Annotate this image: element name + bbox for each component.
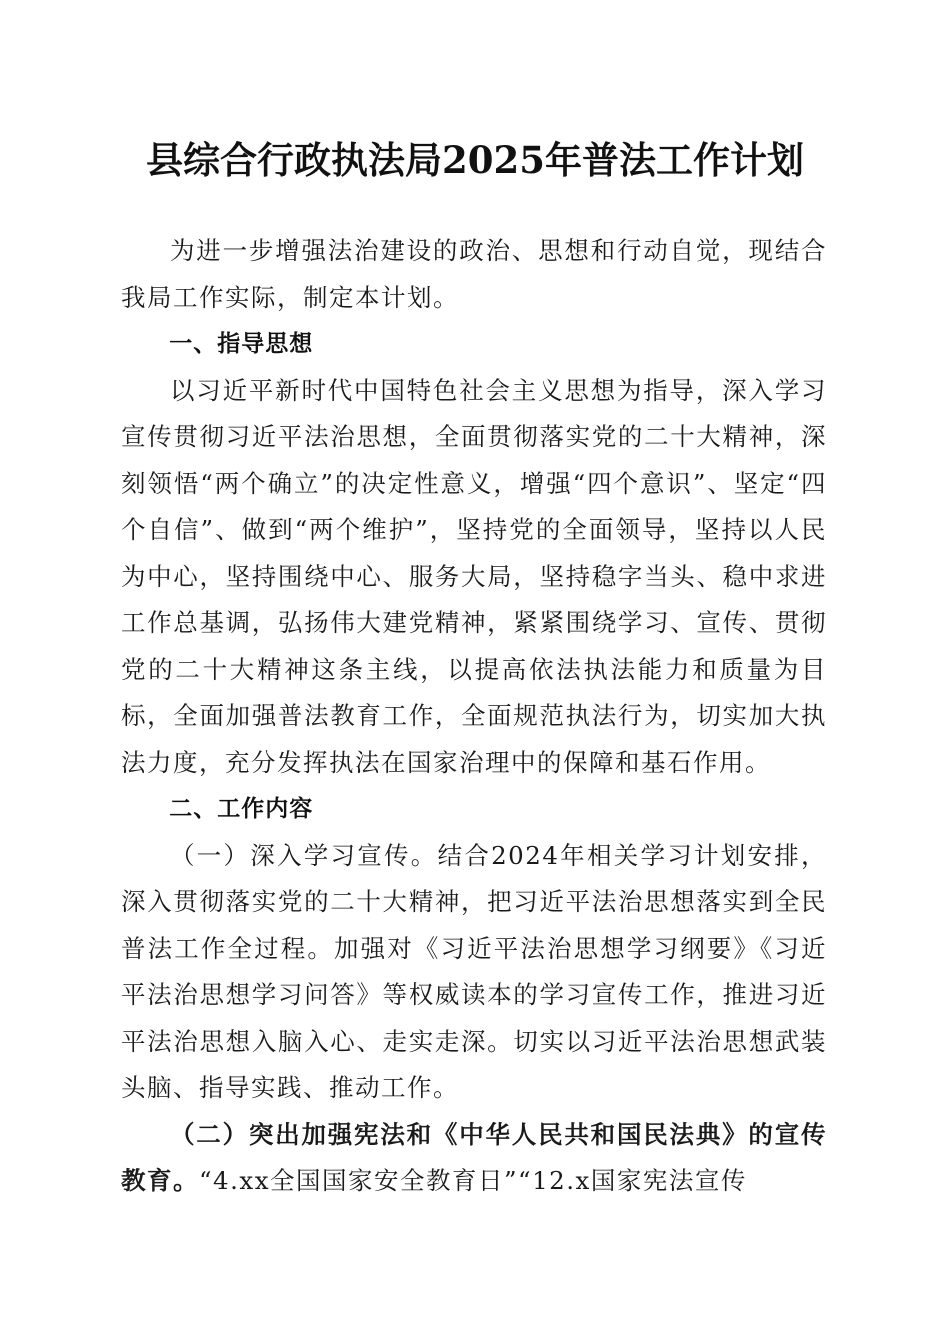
section-heading-work-content: 二、工作内容	[169, 796, 314, 822]
work-item-2-paragraph	[121, 1112, 827, 1205]
work-item-1-paragraph: （一）深入学习宣传。结合2024年相关学习计划安排，深入贯彻落实党的二十大精神，把习近平法治思想落实到全民普法工作全过程。加强对《习近平法治思想学习纲要》《习近平法治思想学习问答》等权威读本的学习宣传工作，推进习近平法治思想入脑入心、走实走深。切实以习近平法治思想武装头脑、指导实践、推动工作。	[121, 840, 827, 1102]
guiding-ideology-paragraph: 以习近平新时代中国特色社会主义思想为指导，深入学习宣传贯彻习近平法治思想，全面贯彻落实党的二十大精神，深刻领悟“两个确立”的决定性意义，增强“四个意识”、坚定“四个自信”、做到“两个维护”，坚持党的全面领导，坚持以人民为中心，坚持围绕中心、服务大局，坚持稳字当头、稳中求进工作总基调，弘扬伟大建党精神，紧紧围绕学习、宣传、贯彻党的二十大精神这条主线，以提高依法执法能力和质量为目标，全面加强普法教育工作，全面规范执法行为，切实加大执法力度，充分发挥执法在国家治理中的保障和基石作用。	[121, 375, 827, 777]
section-heading-guiding-ideology: 一、指导思想	[169, 331, 314, 357]
document-body	[121, 228, 827, 1205]
document-title: 县综合行政执法局2025年普法工作计划	[146, 138, 804, 182]
work-item-2-rest: “4.xx全国国家安全教育日”“12.x国家宪法宣传	[199, 1166, 747, 1195]
work-item-2-lead: （二）突出加强宪法和《中华人民共和国民法典》的宣传教育。	[121, 1119, 827, 1195]
intro-paragraph: 为进一步增强法治建设的政治、思想和行动自觉，现结合我局工作实际，制定本计划。	[121, 236, 827, 312]
